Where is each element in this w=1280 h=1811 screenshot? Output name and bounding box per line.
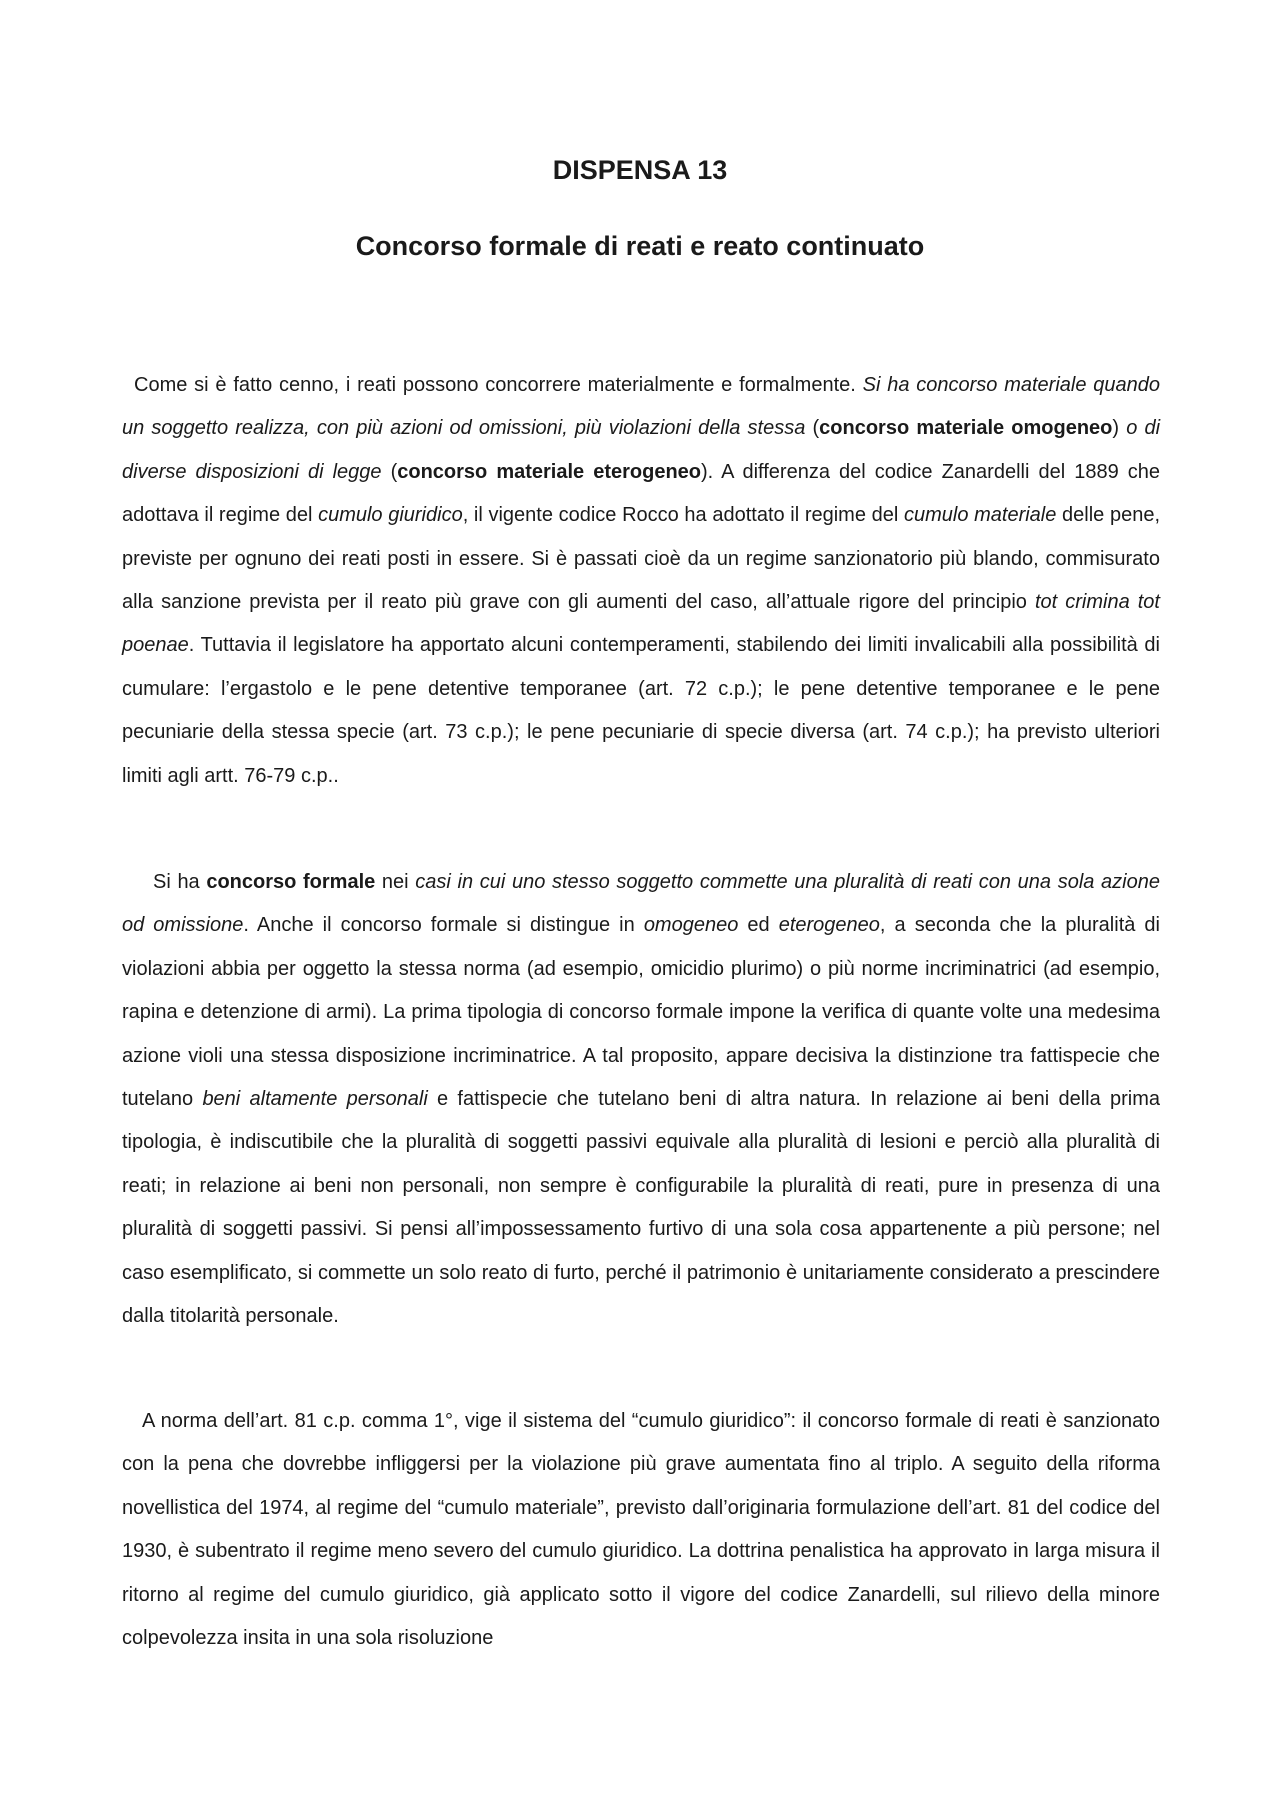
paragraph-concorso-materiale — [122, 364, 1160, 798]
paragraph-cumulo-giuridico — [122, 1400, 1160, 1660]
document-title: DISPENSA 13 — [552, 155, 728, 185]
text-run: Si ha — [153, 871, 207, 893]
bold-run: concorso materiale omogeneo — [819, 417, 1113, 440]
italic-run: cumulo giuridico — [318, 504, 463, 527]
text-run: . Tuttavia il legislatore ha apportato alcuni contemperamenti, stabilendo dei limiti invalicabili alla possibilità di cumulare: l’ergastolo e le pene detentive temporanee (art. 72 c.p.); le pene detentive temporanee e le pene pecuniarie della stessa specie (art. 73 c.p.); le pene pecuniarie di specie diversa (art. 74 c.p.); ha previsto ulteriori limiti agli artt. 76-79 c.p.. — [122, 634, 1160, 787]
italic-run: tot crimina tot poenae — [122, 591, 1160, 657]
text-run: ed — [738, 914, 779, 937]
text-run: ( — [805, 417, 820, 440]
bold-run: concorso materiale eterogeneo — [397, 460, 702, 483]
document-subtitle: Concorso formale di reati e reato continuato — [355, 231, 925, 261]
text-run: ). A differenza del codice Zanardelli del 1889 che adottava il regime del — [122, 460, 1160, 527]
paragraph-concorso-formale — [122, 861, 1160, 1338]
italic-run: beni altamente personali — [202, 1088, 428, 1111]
italic-run: eterogeneo — [778, 914, 880, 937]
text-run: nei — [375, 871, 416, 893]
bold-run: concorso formale — [206, 871, 376, 893]
text-run: , il vigente codice Rocco ha adottato il regime del — [462, 504, 904, 527]
text-run: delle pene, previste per ognuno dei reati posti in essere. Si è passati cioè da un regime sanzionatorio più blando, commisurato alla sanzione prevista per il reato più grave con gli aumenti del caso, all’attuale rigore del principio — [122, 504, 1160, 614]
text-run: e fattispecie che tutelano beni di altra natura. In relazione ai beni della prima tipologia, è indiscutibile che la pluralità di soggetti passivi equivale alla pluralità di lesioni e perciò alla pluralità di reati; in relazione ai beni non personali, non sempre è configurabile la pluralità di reati, pure in presenza di una pluralità di soggetti passivi. Si pensi all’impossessamento furtivo di una sola cosa appartenente a più persone; nel caso esemplificato, si commette un solo reato di furto, perché il patrimonio è unitariamente considerato a prescindere dalla titolarità personale. — [122, 1088, 1161, 1328]
italic-run: omogeneo — [643, 914, 739, 937]
text-run: ) — [1112, 417, 1127, 440]
italic-run: casi in cui uno stesso soggetto commette una pluralità di reati con una sola azione od omissione — [122, 871, 1160, 937]
italic-run: Si ha concorso materiale quando un soggetto realizza, con più azioni od omissioni, più violazioni della stessa — [122, 374, 1161, 440]
text-run: . Anche il concorso formale si distingue in — [243, 914, 644, 937]
text-run: ( — [381, 460, 398, 483]
italic-run: cumulo materiale — [903, 504, 1057, 527]
text-run: , a seconda che la pluralità di violazioni abbia per oggetto la stessa norma (ad esempio, omicidio plurimo) o più norme incriminatrici (ad esempio, rapina e detenzione di armi). La prima tipologia di concorso formale impone la verifica di quante volte una medesima azione violi una stessa disposizione incriminatrice. A tal proposito, appare decisiva la distinzione tra fattispecie che tutelano — [122, 914, 1161, 1111]
text-run: Come si è fatto cenno, i reati possono concorrere materialmente e formalmente. — [134, 374, 863, 396]
text-run: A norma dell’art. 81 c.p. comma 1°, vige il sistema del “cumulo giuridico”: il concorso formale di reati è sanzionato con la pena che dovrebbe infliggersi per la violazione più grave aumentata fino al triplo. A seguito della riforma novellistica del 1974, al regime del “cumulo materiale”, previsto dall’originaria formulazione dell’art. 81 del codice del 1930, è subentrato il regime meno severo del cumulo giuridico. La dottrina penalistica ha approvato in larga misura il ritorno al regime del cumulo giuridico, già applicato sotto il vigore del codice Zanardelli, sul rilievo della minore colpevolezza insita in una sola risoluzione — [122, 1410, 1160, 1650]
italic-run: o di diverse disposizioni di legge — [122, 417, 1161, 483]
